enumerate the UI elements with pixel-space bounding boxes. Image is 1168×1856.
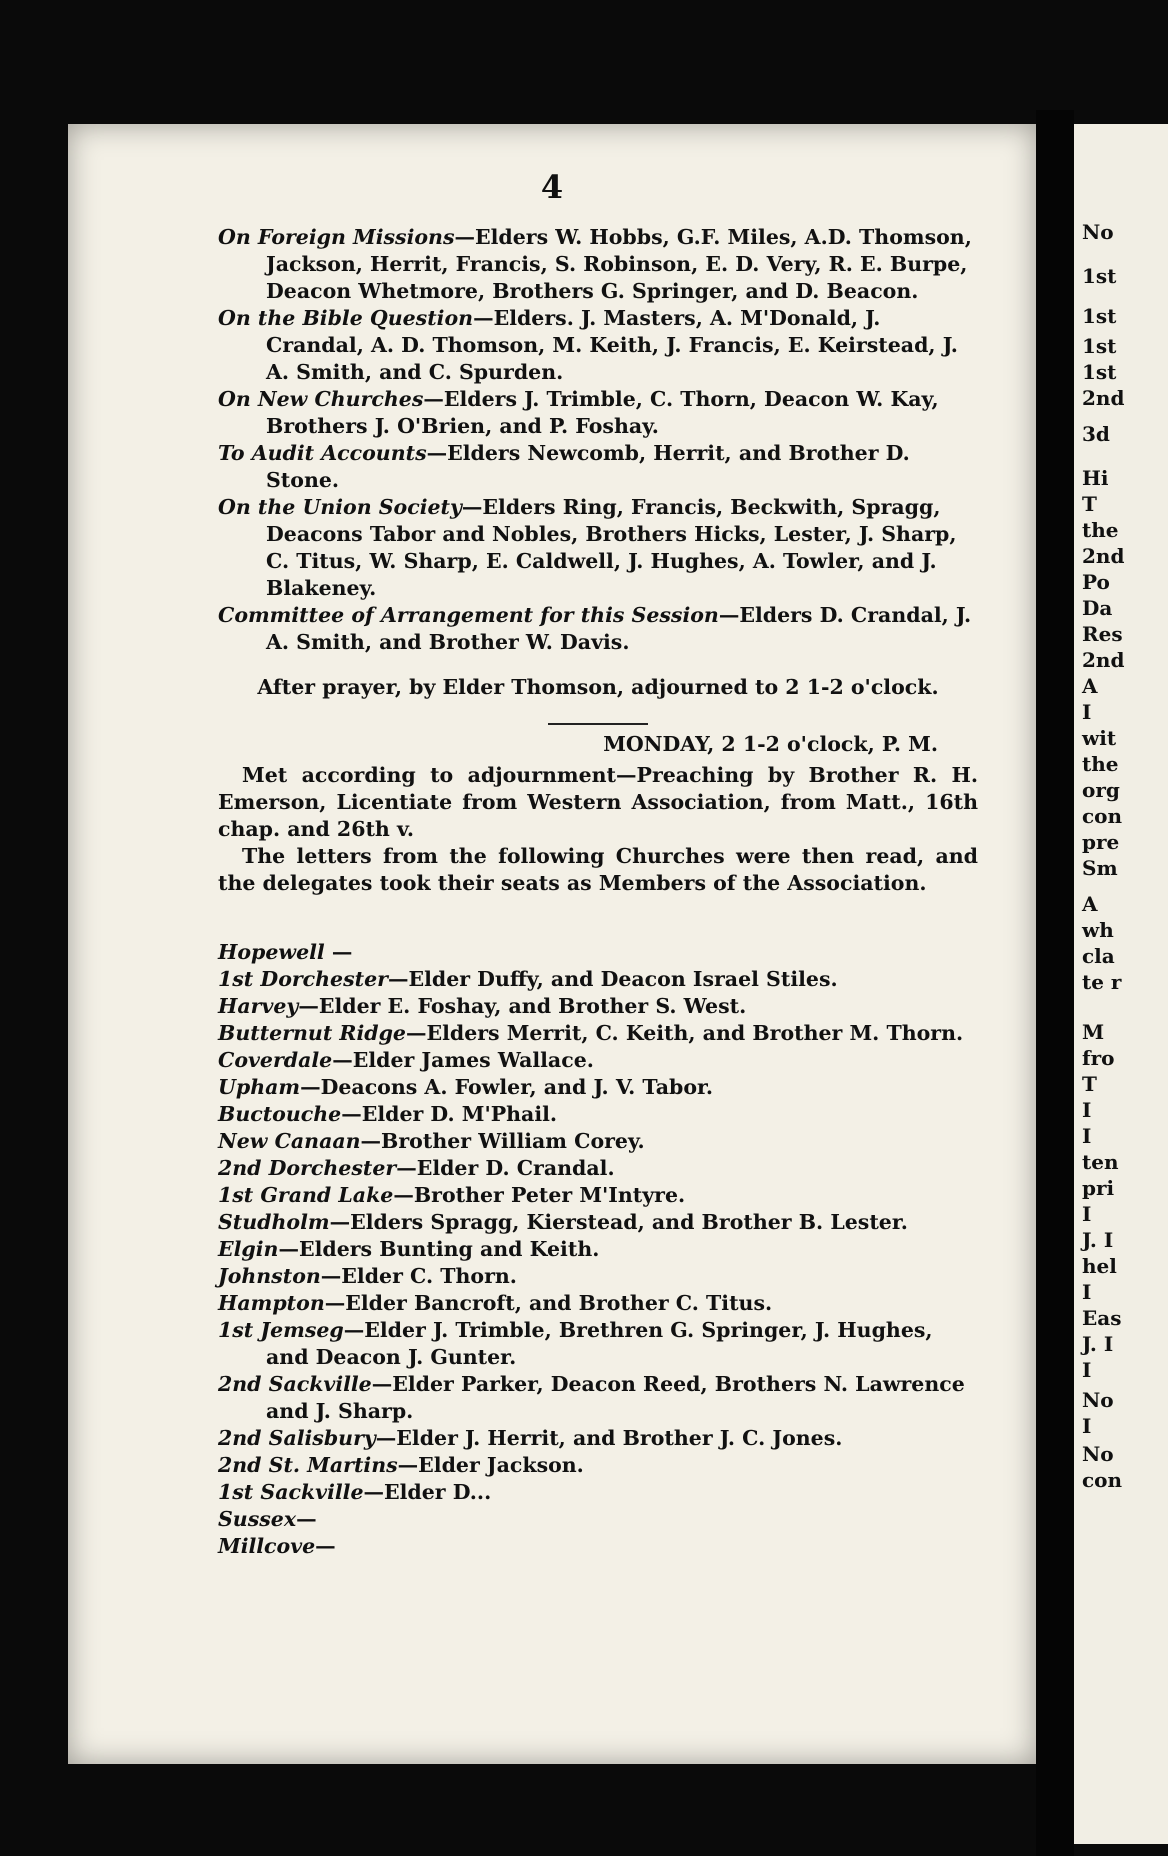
committee-members: —Elders D. Crandal, J. A. Smith, and Brother W. Davis. bbox=[266, 603, 972, 654]
committee-members: —Elders Ring, Francis, Beckwith, Spragg, Deacons Tabor and Nobles, Brothers Hicks, Lester, J. Sharp, C. Titus, W. Sharp, E. Caldwell, J. Hughes, A. Towler, and J. Blakeney. bbox=[266, 495, 957, 600]
facing-page-fragment: cla bbox=[1082, 944, 1115, 968]
facing-page-fragment: M bbox=[1082, 1020, 1105, 1044]
church-name: New Canaan bbox=[218, 1129, 361, 1153]
church-delegates: —Deacons A. Fowler, and J. V. Tabor. bbox=[300, 1075, 714, 1099]
church-entry bbox=[218, 1263, 978, 1290]
committee-entry bbox=[218, 224, 978, 305]
facing-page-fragment: the bbox=[1082, 518, 1119, 542]
church-delegates: —Elders Spragg, Kierstead, and Brother B. Lester. bbox=[329, 1210, 908, 1234]
facing-page-fragment: 2nd bbox=[1082, 544, 1125, 568]
facing-page-fragment: pre bbox=[1082, 830, 1120, 854]
page-content bbox=[218, 224, 978, 1560]
committee-label: Committee of Arrangement for this Session bbox=[218, 603, 719, 627]
facing-page-fragment: con bbox=[1082, 804, 1123, 828]
facing-page-fragment: I bbox=[1082, 1358, 1092, 1382]
facing-page-fragment: I bbox=[1082, 1280, 1092, 1304]
church-delegates: —Elder E. Foshay, and Brother S. West. bbox=[298, 994, 747, 1018]
church-entry bbox=[218, 1128, 978, 1155]
committee-members: —Elders. J. Masters, A. M'Donald, J. Crandal, A. D. Thomson, M. Keith, J. Francis, E. Keirstead, J. A. Smith, and C. Spurden. bbox=[266, 306, 958, 384]
facing-page-fragment: I bbox=[1082, 1414, 1092, 1438]
facing-page-fragment: 1st bbox=[1082, 360, 1117, 384]
church-delegates: —Elder Jackson. bbox=[397, 1453, 584, 1477]
facing-page-fragment: con bbox=[1082, 1468, 1123, 1492]
facing-page-fragment: 1st bbox=[1082, 304, 1117, 328]
church-entry bbox=[218, 993, 978, 1020]
committee-label: To Audit Accounts bbox=[218, 441, 427, 465]
church-name: 2nd St. Martins bbox=[218, 1453, 398, 1477]
facing-page-fragment: No bbox=[1082, 1442, 1114, 1466]
church-name: 1st Dorchester bbox=[218, 967, 388, 991]
church-entry bbox=[218, 1047, 978, 1074]
church-entry bbox=[218, 1155, 978, 1182]
church-delegates: — bbox=[324, 940, 353, 964]
church-name: Sussex bbox=[218, 1507, 297, 1531]
facing-page-fragment: Sm bbox=[1082, 856, 1118, 880]
church-entry bbox=[218, 1371, 978, 1425]
facing-page-fragment: Po bbox=[1082, 570, 1110, 594]
church-name: 2nd Salisbury bbox=[218, 1426, 376, 1450]
church-delegates: —Elder D. Crandal. bbox=[396, 1156, 615, 1180]
church-delegates: —Elder C. Thorn. bbox=[320, 1264, 517, 1288]
church-entry bbox=[218, 1452, 978, 1479]
committee-entry bbox=[218, 440, 978, 494]
committee-members: —Elders J. Trimble, C. Thorn, Deacon W. Kay, Brothers J. O'Brien, and P. Foshay. bbox=[266, 387, 939, 438]
book-spine-shadow bbox=[1036, 110, 1074, 1856]
church-entry bbox=[218, 1317, 978, 1371]
facing-page-fragment: I bbox=[1082, 1202, 1092, 1226]
church-delegates: —Elder Parker, Deacon Reed, Brothers N. Lawrence and J. Sharp. bbox=[266, 1372, 965, 1423]
facing-page-edge bbox=[1074, 124, 1168, 1844]
committee-entry bbox=[218, 494, 978, 602]
committee-label: On the Bible Question bbox=[218, 306, 474, 330]
facing-page-fragment: A bbox=[1082, 892, 1098, 916]
session-heading: MONDAY, 2 1-2 o'clock, P. M. bbox=[603, 732, 938, 756]
committee-label: On Foreign Missions bbox=[218, 225, 455, 249]
church-delegates: —Elder D... bbox=[363, 1480, 492, 1504]
facing-page-fragment: A bbox=[1082, 674, 1098, 698]
church-delegates: —Brother William Corey. bbox=[360, 1129, 645, 1153]
committee-label: On the Union Society bbox=[218, 495, 462, 519]
facing-page-fragment: No bbox=[1082, 220, 1114, 244]
committee-entry bbox=[218, 386, 978, 440]
church-name: Millcove bbox=[218, 1534, 316, 1558]
church-name: Hopewell bbox=[218, 940, 325, 964]
church-entry bbox=[218, 1020, 978, 1047]
facing-page-fragment: wit bbox=[1082, 726, 1117, 750]
church-name: 2nd Dorchester bbox=[218, 1156, 397, 1180]
church-name: Harvey bbox=[218, 994, 299, 1018]
facing-page-fragment: te r bbox=[1082, 970, 1122, 994]
committee-members: —Elders W. Hobbs, G.F. Miles, A.D. Thomson, Jackson, Herrit, Francis, S. Robinson, E. D. Very, R. E. Burpe, Deacon Whetmore, Brothers G. Springer, and D. Beacon. bbox=[266, 225, 972, 303]
committee-list bbox=[218, 224, 978, 656]
facing-page-fragment: 1st bbox=[1082, 334, 1117, 358]
church-entry bbox=[218, 966, 978, 993]
section-divider bbox=[548, 723, 648, 725]
church-name: Butternut Ridge bbox=[218, 1021, 406, 1045]
church-delegates: —Elder J. Trimble, Brethren G. Springer, J. Hughes, and Deacon J. Gunter. bbox=[266, 1318, 933, 1369]
church-entry bbox=[218, 1182, 978, 1209]
facing-page-fragment: fro bbox=[1082, 1046, 1115, 1070]
church-delegates: —Elder James Wallace. bbox=[332, 1048, 594, 1072]
church-name: Coverdale bbox=[218, 1048, 333, 1072]
facing-page-fragment: wh bbox=[1082, 918, 1114, 942]
church-delegates: —Elder D. M'Phail. bbox=[341, 1102, 558, 1126]
church-entry bbox=[218, 1101, 978, 1128]
church-entry bbox=[218, 939, 978, 966]
facing-page-fragment: T bbox=[1082, 492, 1097, 516]
church-entry bbox=[218, 1209, 978, 1236]
facing-page-fragment: Hi bbox=[1082, 466, 1109, 490]
facing-page-fragment: I bbox=[1082, 1124, 1092, 1148]
committee-label: On New Churches bbox=[218, 387, 424, 411]
church-delegates: — bbox=[296, 1507, 317, 1531]
facing-page-fragment: 1st bbox=[1082, 264, 1117, 288]
church-name: Upham bbox=[218, 1075, 301, 1099]
church-entry bbox=[218, 1479, 978, 1506]
church-name: 1st Grand Lake bbox=[218, 1183, 394, 1207]
church-entry bbox=[218, 1290, 978, 1317]
facing-page-fragment: Res bbox=[1082, 622, 1123, 646]
facing-page-fragment: 2nd bbox=[1082, 386, 1125, 410]
church-name: Johnston bbox=[218, 1264, 321, 1288]
church-entry bbox=[218, 1074, 978, 1101]
church-entry bbox=[218, 1236, 978, 1263]
church-entry bbox=[218, 1425, 978, 1452]
committee-entry bbox=[218, 602, 978, 656]
church-name: Buctouche bbox=[218, 1102, 342, 1126]
church-delegates: —Brother Peter M'Intyre. bbox=[393, 1183, 686, 1207]
paragraph-letters: The letters from the following Churches were then read, and the delegates took their seats as Members of the Association. bbox=[218, 844, 978, 895]
church-name: 2nd Sackville bbox=[218, 1372, 372, 1396]
facing-page-fragment: I bbox=[1082, 700, 1092, 724]
church-delegates-list bbox=[218, 939, 978, 1560]
church-entry bbox=[218, 1533, 978, 1560]
facing-page-fragment: 3d bbox=[1082, 422, 1110, 446]
facing-page-fragment: ten bbox=[1082, 1150, 1119, 1174]
church-name: 1st Jemseg bbox=[218, 1318, 344, 1342]
facing-page-fragment: Da bbox=[1082, 596, 1113, 620]
church-delegates: —Elder Duffy, and Deacon Israel Stiles. bbox=[387, 967, 838, 991]
adjournment-line: After prayer, by Elder Thomson, adjourned to 2 1-2 o'clock. bbox=[257, 675, 939, 699]
paragraph-meeting: Met according to adjournment—Preaching by Brother R. H. Emerson, Licentiate from Western Association, from Matt., 16th chap. and 26th v. bbox=[218, 763, 978, 841]
church-delegates: —Elder Bancroft, and Brother C. Titus. bbox=[324, 1291, 773, 1315]
church-name: Elgin bbox=[218, 1237, 279, 1261]
church-name: Hampton bbox=[218, 1291, 325, 1315]
facing-page-fragment: pri bbox=[1082, 1176, 1115, 1200]
church-delegates: —Elders Merrit, C. Keith, and Brother M. Thorn. bbox=[405, 1021, 964, 1045]
facing-page-fragment: J. I bbox=[1082, 1332, 1114, 1356]
facing-page-fragment: I bbox=[1082, 1098, 1092, 1122]
church-delegates: —Elder J. Herrit, and Brother J. C. Jones. bbox=[375, 1426, 843, 1450]
facing-page-fragment: No bbox=[1082, 1388, 1114, 1412]
church-name: 1st Sackville bbox=[218, 1480, 364, 1504]
church-entry bbox=[218, 1506, 978, 1533]
document-page bbox=[68, 124, 1036, 1764]
facing-page-fragment: Eas bbox=[1082, 1306, 1122, 1330]
facing-page-fragment: T bbox=[1082, 1072, 1097, 1096]
facing-page-fragment: the bbox=[1082, 752, 1119, 776]
committee-entry bbox=[218, 305, 978, 386]
facing-page-fragment: 2nd bbox=[1082, 648, 1125, 672]
church-delegates: —Elders Bunting and Keith. bbox=[278, 1237, 600, 1261]
facing-page-fragment: J. I bbox=[1082, 1228, 1114, 1252]
church-delegates: — bbox=[315, 1534, 336, 1558]
page-number: 4 bbox=[540, 168, 564, 206]
church-name: Studholm bbox=[218, 1210, 330, 1234]
facing-page-fragment: org bbox=[1082, 778, 1120, 802]
committee-members: —Elders Newcomb, Herrit, and Brother D. Stone. bbox=[266, 441, 910, 492]
facing-page-fragment: hel bbox=[1082, 1254, 1117, 1278]
